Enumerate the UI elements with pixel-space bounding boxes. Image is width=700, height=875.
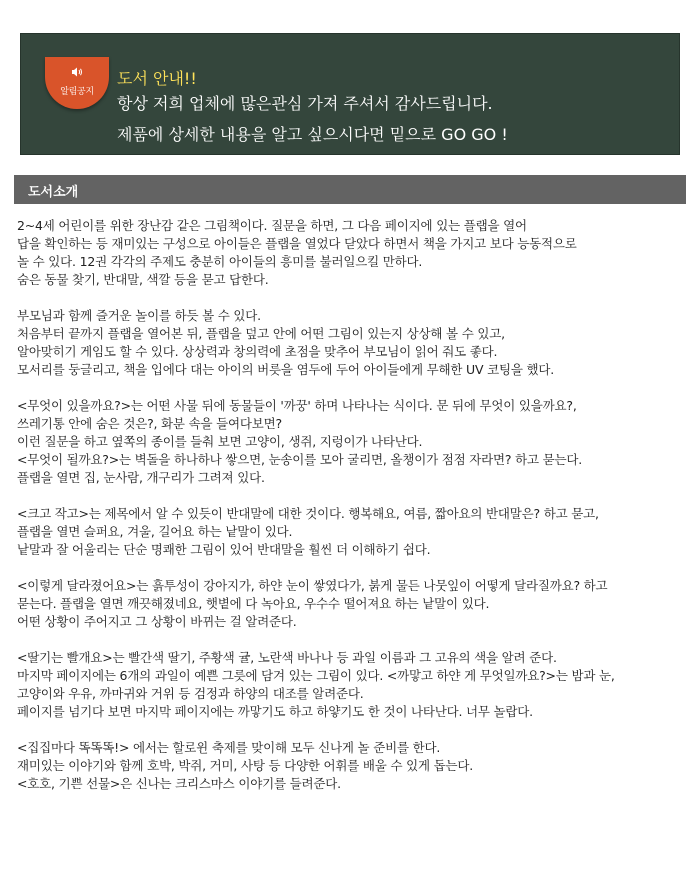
description-paragraph: [17, 397, 685, 487]
description-line: 낱말과 잘 어울리는 단순 명쾌한 그림이 있어 반대말을 훨씬 더 이해하기 쉽다.: [17, 542, 431, 557]
description-line: 이런 질문을 하고 옆쪽의 종이를 들춰 보면 고양이, 생쥐, 지렁이가 나타난다.: [17, 434, 423, 449]
description-line: <딸기는 빨개요>는 빨간색 딸기, 주황색 귤, 노란색 바나나 등 과일 이름과 그 고유의 색을 알려 준다.: [17, 650, 557, 665]
description-line: 재미있는 이야기와 함께 호박, 박쥐, 거미, 사탕 등 다양한 어휘를 배울 수 있게 돕는다.: [17, 758, 474, 773]
book-description: [17, 217, 685, 811]
description-line: 처음부터 끝까지 플랩을 열어본 뒤, 플랩을 덮고 안에 어떤 그림이 있는지 상상해 볼 수 있고,: [17, 326, 505, 341]
notice-badge: [45, 57, 109, 109]
description-line: 페이지를 넘기다 보면 마지막 페이지에는 까맣기도 하고 하얗기도 한 것이 나타난다. 너무 놀랍다.: [17, 704, 533, 719]
description-line: 플랩을 열면 집, 눈사람, 개구리가 그려져 있다.: [17, 470, 265, 485]
description-paragraph: [17, 217, 685, 289]
description-line: 어떤 상황이 주어지고 그 상황이 바뀌는 걸 알려준다.: [17, 614, 297, 629]
description-line: <무엇이 있을까요?>는 어떤 사물 뒤에 동물들이 '까꿍' 하며 나타나는 식이다. 문 뒤에 무엇이 있을까요?,: [17, 398, 577, 413]
description-line: <무엇이 될까요?>는 벽돌을 하나하나 쌓으면, 눈송이를 모아 굴리면, 올챙이가 점점 자라면? 하고 묻는다.: [17, 452, 583, 467]
description-paragraph: [17, 307, 685, 379]
description-line: 답을 확인하는 등 재미있는 구성으로 아이들은 플랩을 열었다 닫았다 하면서 책을 가지고 보다 능동적으로: [17, 236, 577, 251]
description-line: 2~4세 어린이를 위한 장난감 같은 그림책이다. 질문을 하면, 그 다음 페이지에 있는 플랩을 열어: [17, 218, 527, 233]
section-title: 도서소개: [28, 185, 79, 200]
description-line: 플랩을 열면 슬퍼요, 겨울, 길어요 하는 낱말이 있다.: [17, 524, 293, 539]
description-line: <호호, 기쁜 선물>은 신나는 크리스마스 이야기를 들려준다.: [17, 776, 341, 791]
description-line: 모서리를 둥글리고, 책을 입에다 대는 아이의 버릇을 염두에 두어 아이들에게 무해한 UV 코팅을 했다.: [17, 362, 555, 377]
description-line: 묻는다. 플랩을 열면 깨끗해졌네요, 햇볕에 다 녹아요, 우수수 떨어져요 하는 낱말이 있다.: [17, 596, 490, 611]
section-header: [14, 175, 686, 204]
description-line: 부모님과 함께 즐거운 놀이를 하듯 볼 수 있다.: [17, 308, 261, 323]
notice-line-2: 제품에 상세한 내용을 알고 싶으시다면 밑으로 GO GO !: [117, 125, 508, 144]
description-line: 고양이와 우유, 까마귀와 거위 등 검정과 하양의 대조를 알려준다.: [17, 686, 364, 701]
description-line: <집집마다 똑똑똑!> 에서는 할로윈 축제를 맞이해 모두 신나게 놀 준비를 한다.: [17, 740, 441, 755]
notice-title: 도서 안내!!: [117, 69, 197, 88]
notice-board: [20, 33, 680, 155]
notice-line-1: 항상 저희 업체에 많은관심 가져 주셔서 감사드립니다.: [117, 94, 493, 113]
description-line: <이렇게 달라졌어요>는 흙투성이 강아지가, 하얀 눈이 쌓였다가, 붉게 물든 나뭇잎이 어떻게 달라질까요? 하고: [17, 578, 608, 593]
badge-label: 알림공지: [60, 87, 94, 97]
description-paragraph: [17, 505, 685, 559]
description-line: <크고 작고>는 제목에서 알 수 있듯이 반대말에 대한 것이다. 행복해요, 여름, 짧아요의 반대말은? 하고 묻고,: [17, 506, 599, 521]
description-paragraph: [17, 739, 685, 793]
description-line: 숨은 동물 찾기, 반대말, 색깔 등을 묻고 답한다.: [17, 272, 269, 287]
description-line: 마지막 페이지에는 6개의 과일이 예쁜 그릇에 담겨 있는 그림이 있다. <까맣고 하얀 게 무엇일까요?>는 밤과 눈,: [17, 668, 615, 683]
description-line: 쓰레기통 안에 숨은 것은?, 화분 속을 들여다보면?: [17, 416, 282, 431]
description-line: 놀 수 있다. 12권 각각의 주제도 충분히 아이들의 흥미를 불러일으킬 만하다.: [17, 254, 423, 269]
speaker-icon: [71, 66, 83, 78]
description-paragraph: [17, 577, 685, 631]
description-paragraph: [17, 649, 685, 721]
description-line: 알아맞히기 게임도 할 수 있다. 상상력과 창의력에 초점을 맞추어 부모님이 읽어 줘도 좋다.: [17, 344, 498, 359]
